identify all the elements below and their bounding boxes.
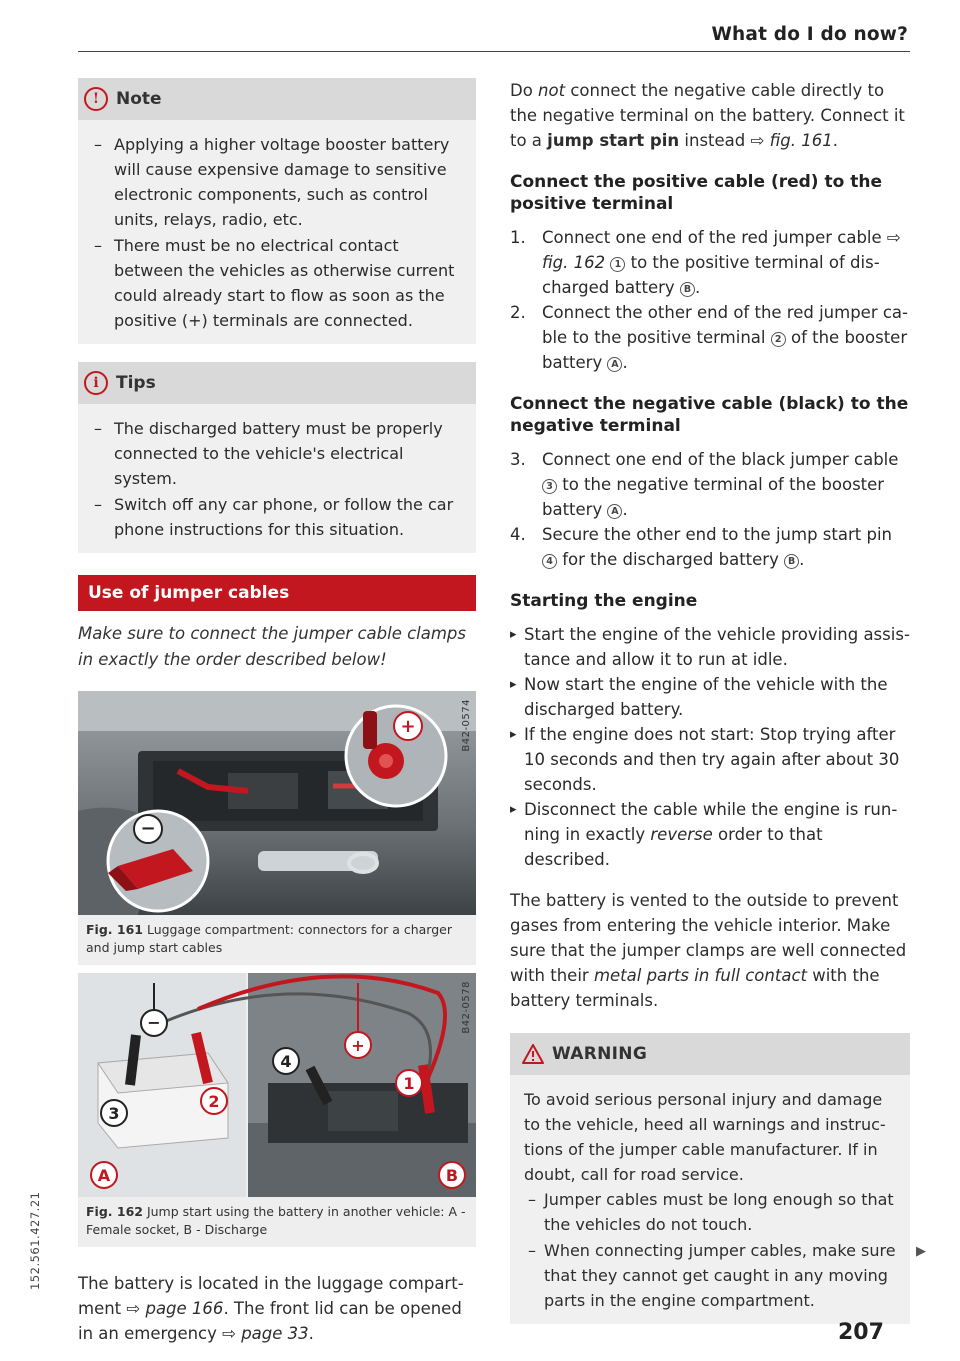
figure-162 bbox=[78, 973, 476, 1247]
callout-1: 1 bbox=[403, 1074, 415, 1093]
callout-icon: B bbox=[680, 282, 695, 297]
text-span: The battery is vented to the outside to prevent gases from entering the vehicle interior. Make sure that the jumper clamps are well connected with their bbox=[510, 891, 907, 985]
text-span: to the positive terminal of discharged battery bbox=[542, 253, 880, 297]
note-box bbox=[78, 78, 476, 344]
right-column bbox=[510, 78, 910, 1324]
text-span: connect the negative cable directly to the negative terminal on the battery. Connect it to a bbox=[510, 81, 905, 150]
text-span: Connect one end of the black jumper cable bbox=[542, 450, 899, 469]
luggage-compartment-illustration bbox=[78, 691, 476, 915]
warning-item: – When connecting jumper cables, make sure that they cannot get caught in any moving parts in the engine compartment. bbox=[524, 1238, 896, 1313]
warning-label: WARNING bbox=[552, 1044, 648, 1064]
jump-start-illustration bbox=[78, 973, 476, 1197]
callout-icon: A bbox=[607, 504, 622, 519]
tips-item: – Switch off any car phone, or follow the car phone instructions for this situation. bbox=[90, 492, 464, 542]
step-3 bbox=[510, 447, 910, 522]
text-span: with the battery terminals. bbox=[510, 966, 880, 1010]
tips-label: Tips bbox=[116, 373, 156, 393]
text-span: Do bbox=[510, 81, 539, 100]
bold-term: jump start pin bbox=[547, 131, 680, 150]
text-span: . bbox=[308, 1324, 314, 1343]
margin-doc-code: 152.561.427.21 bbox=[28, 1191, 42, 1290]
page-ref-link[interactable]: ⇨ page 33 bbox=[222, 1324, 309, 1343]
start-item: ▸ If the engine does not start: Stop trying after 10 seconds and then try again after about 30 seconds. bbox=[510, 722, 910, 797]
warning-item: – Jumper cables must be long enough so that the vehicles do not touch. bbox=[524, 1187, 896, 1237]
callout-icon: A bbox=[607, 357, 622, 372]
figure-161-label: Fig. 161 bbox=[86, 922, 143, 937]
note-header bbox=[78, 78, 476, 120]
note-item: – There must be no electrical contact between the vehicles as otherwise current could already start to flow as soon as the positive (+) terminals are connected. bbox=[90, 233, 464, 333]
start-item bbox=[510, 797, 910, 872]
figure-162-caption-text: Jump start using the battery in another vehicle: A - Female socket, B - Discharge bbox=[86, 1204, 466, 1237]
text-span: . bbox=[622, 500, 628, 519]
page-ref-link[interactable]: ⇨ page 166 bbox=[126, 1299, 224, 1318]
heading-negative-cable: Connect the negative cable (black) to the negative terminal bbox=[510, 394, 909, 436]
figure-161 bbox=[78, 691, 476, 965]
callout-b: B bbox=[445, 1166, 459, 1185]
step-1 bbox=[510, 225, 910, 300]
text-span: Disconnect the cable while the engine is running in exactly bbox=[524, 800, 898, 844]
callout-a: A bbox=[97, 1166, 111, 1185]
step-2 bbox=[510, 300, 910, 375]
figure-162-label: Fig. 162 bbox=[86, 1204, 143, 1219]
callout-3: 3 bbox=[108, 1104, 120, 1123]
text-span: The battery is located in the luggage compartment bbox=[78, 1274, 464, 1318]
text-span: . The front lid can be opened in an emergency bbox=[78, 1299, 462, 1343]
fig-ref-link[interactable]: ⇨ fig. 161 bbox=[750, 131, 833, 150]
step-number: 2. bbox=[510, 303, 526, 322]
text-span: . bbox=[832, 131, 838, 150]
text-span: to the negative terminal of the booster battery bbox=[542, 475, 885, 519]
left-column bbox=[78, 78, 476, 1346]
continue-arrow-icon: ▶ bbox=[916, 1244, 926, 1259]
section-intro: Make sure to connect the jumper cable clamps in exactly the order described below! bbox=[78, 624, 466, 669]
minus-terminal-symbol: − bbox=[140, 818, 156, 839]
warning-text: To avoid serious personal injury and damage to the vehicle, heed all warnings and instructions of the jumper cable manufacturer. If in doubt, call for road service. bbox=[524, 1090, 886, 1184]
heading-starting-engine: Starting the engine bbox=[510, 591, 698, 611]
header-rule bbox=[78, 51, 910, 52]
callout-2: 2 bbox=[208, 1092, 220, 1111]
text-span: Connect the other end of the red jumper cable to the positive terminal bbox=[542, 303, 909, 347]
callout-icon: 3 bbox=[542, 479, 557, 494]
figure-162-code: B42-0578 bbox=[461, 981, 472, 1034]
page-header-title: What do I do now? bbox=[711, 24, 908, 45]
callout-icon: B bbox=[784, 554, 799, 569]
text-span: . bbox=[799, 550, 805, 569]
figure-161-code: B42-0574 bbox=[461, 699, 472, 752]
callout-icon: 1 bbox=[610, 257, 625, 272]
step-number: 1. bbox=[510, 228, 526, 247]
tips-item: – The discharged battery must be properly connected to the vehicle's electrical system. bbox=[90, 416, 464, 491]
start-item: ▸ Now start the engine of the vehicle with the discharged battery. bbox=[510, 672, 910, 722]
warning-triangle-icon bbox=[522, 1044, 544, 1064]
fig-ref-link[interactable]: ⇨ fig. 162 bbox=[542, 228, 901, 272]
note-label: Note bbox=[116, 89, 162, 109]
text-span: for the discharged battery bbox=[557, 550, 785, 569]
figure-161-image bbox=[78, 691, 476, 915]
tips-header bbox=[78, 362, 476, 404]
section-title-bar: Use of jumper cables bbox=[78, 575, 476, 611]
plus-terminal-symbol: + bbox=[400, 716, 416, 737]
figure-162-caption bbox=[78, 1197, 476, 1247]
page-number: 207 bbox=[838, 1320, 884, 1345]
minus-terminal-symbol: − bbox=[147, 1013, 161, 1032]
plus-terminal-symbol: + bbox=[351, 1036, 365, 1055]
callout-4: 4 bbox=[280, 1052, 292, 1071]
warning-box bbox=[510, 1033, 910, 1324]
step-number: 3. bbox=[510, 450, 526, 469]
emphasis: metal parts in full contact bbox=[593, 966, 807, 985]
note-item: – Applying a higher voltage booster battery will cause expensive damage to sensitive electronic components, such as control units, relays, radio, etc. bbox=[90, 132, 464, 232]
info-circle-icon: i bbox=[84, 371, 108, 395]
step-number: 4. bbox=[510, 525, 526, 544]
text-span: Connect one end of the red jumper cable bbox=[542, 228, 887, 247]
start-item: ▸ Start the engine of the vehicle providing assistance and allow it to run at idle. bbox=[510, 622, 910, 672]
figure-162-image bbox=[78, 973, 476, 1197]
tips-box bbox=[78, 362, 476, 553]
heading-positive-cable: Connect the positive cable (red) to the positive terminal bbox=[510, 172, 882, 214]
warning-header bbox=[510, 1033, 910, 1075]
text-span: of the booster battery bbox=[542, 328, 908, 372]
callout-icon: 2 bbox=[771, 332, 786, 347]
vent-paragraph bbox=[510, 888, 910, 1013]
text-span: order to that described. bbox=[524, 825, 823, 869]
exclamation-circle-icon: ! bbox=[84, 87, 108, 111]
text-span: . bbox=[694, 278, 701, 297]
emphasis: not bbox=[538, 81, 566, 100]
emphasis: reverse bbox=[650, 825, 713, 844]
text-span: instead bbox=[679, 131, 751, 150]
figure-161-caption bbox=[78, 915, 476, 965]
text-span: Secure the other end to the jump start pin bbox=[542, 525, 892, 544]
step-4 bbox=[510, 522, 910, 572]
text-span: . bbox=[622, 353, 628, 372]
callout-icon: 4 bbox=[542, 554, 557, 569]
battery-location-paragraph bbox=[78, 1271, 476, 1346]
intro-paragraph bbox=[510, 78, 910, 153]
figure-161-caption-text: Luggage compartment: connectors for a charger and jump start cables bbox=[86, 922, 452, 955]
